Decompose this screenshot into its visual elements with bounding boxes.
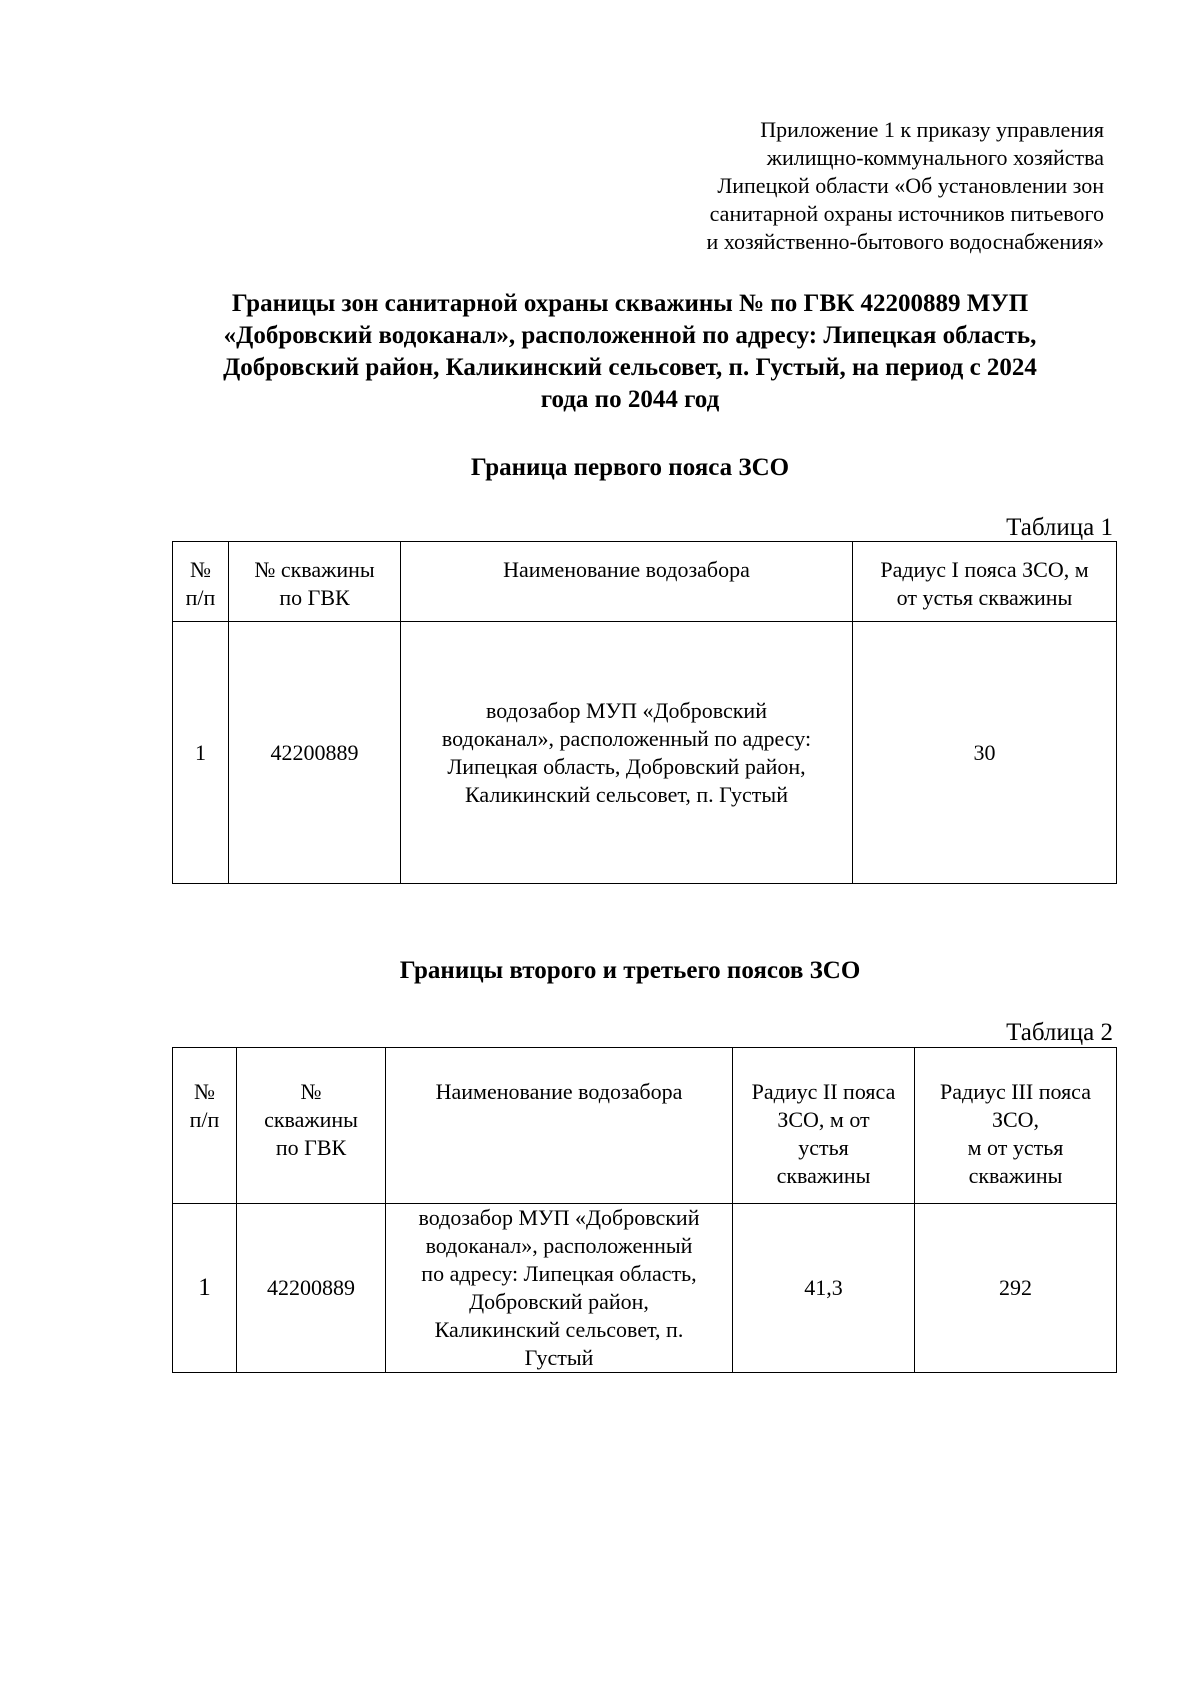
header-radius3 — [915, 1048, 1117, 1204]
document-title — [160, 288, 1100, 416]
table-2 — [172, 1047, 1117, 1373]
title-line: года по 2044 год — [540, 386, 720, 413]
header-name — [386, 1048, 733, 1204]
cell-text: Густый — [524, 1345, 594, 1370]
section2-heading: Границы второго и третьего поясов ЗСО — [399, 957, 861, 984]
cell-num: 1 — [173, 1204, 237, 1373]
table-1 — [172, 541, 1117, 884]
cell-text: водозабор МУП «Добровский — [486, 697, 767, 723]
appendix-reference — [544, 116, 1104, 256]
header-well — [237, 1048, 386, 1204]
header-text: № — [300, 1079, 322, 1104]
header-text: Радиус II пояса — [751, 1079, 896, 1104]
cell-well: 42200889 — [229, 622, 401, 884]
header-text: скважины — [776, 1163, 871, 1188]
table2-header-row — [173, 1048, 1117, 1204]
header-text: устья — [798, 1135, 849, 1160]
header-text: № — [190, 557, 211, 582]
header-text: скважины — [264, 1107, 358, 1132]
table1-caption: Таблица 1 — [1006, 514, 1113, 541]
cell-well: 42200889 — [237, 1204, 386, 1373]
title-line: Границы зон санитарной охраны скважины № по ГВК 42200889 МУП — [231, 290, 1029, 317]
header-text: Радиус I пояса ЗСО, м — [880, 557, 1089, 582]
header-text: по ГВК — [275, 1135, 347, 1160]
cell-text: по адресу: Липецкая область, — [421, 1261, 697, 1286]
table1-header-row — [173, 542, 1117, 622]
appendix-line: Приложение 1 к приказу управления — [760, 117, 1104, 142]
cell-text: Каликинский сельсовет, п. Густый — [465, 781, 788, 807]
cell-name — [401, 622, 853, 884]
header-text: № скважины — [254, 557, 375, 582]
cell-text: водозабор МУП «Добровский — [418, 1205, 700, 1230]
cell-text: водоканал», расположенный по адресу: — [441, 725, 812, 751]
header-num — [173, 1048, 237, 1204]
cell-text: Добровский район, — [469, 1289, 649, 1314]
appendix-line: санитарной охраны источников питьевого — [709, 201, 1104, 226]
table2-caption: Таблица 2 — [1006, 1019, 1113, 1046]
appendix-line: и хозяйственно-бытового водоснабжения» — [706, 229, 1104, 254]
header-text: Наименование водозабора — [503, 557, 750, 582]
section1-heading: Граница первого пояса ЗСО — [470, 454, 790, 481]
cell-num: 1 — [173, 622, 229, 884]
header-text: ЗСО, м от — [777, 1107, 870, 1132]
header-text: скважины — [968, 1163, 1063, 1188]
header-text: ЗСО, — [991, 1107, 1040, 1132]
header-text: п/п — [189, 1107, 220, 1132]
title-line: «Добровский водоканал», расположенной по адресу: Липецкая область, — [223, 322, 1037, 349]
header-text: по ГВК — [279, 585, 350, 610]
title-line: Добровский район, Каликинский сельсовет, п. Густый, на период с 2024 — [223, 354, 1037, 381]
header-num — [173, 542, 229, 622]
cell-text: водоканал», расположенный — [425, 1233, 693, 1258]
appendix-line: Липецкой области «Об установлении зон — [717, 173, 1104, 198]
header-well — [229, 542, 401, 622]
cell-text: Липецкая область, Добровский район, — [447, 753, 806, 779]
header-text: Наименование водозабора — [435, 1079, 683, 1104]
header-radius2 — [733, 1048, 915, 1204]
cell-radius3: 292 — [915, 1204, 1117, 1373]
header-radius — [853, 542, 1117, 622]
appendix-line: жилищно-коммунального хозяйства — [766, 145, 1104, 170]
table-row — [173, 622, 1117, 884]
header-text: Радиус III пояса — [940, 1079, 1091, 1104]
cell-name — [386, 1204, 733, 1373]
table-row — [173, 1204, 1117, 1373]
header-name — [401, 542, 853, 622]
cell-radius: 30 — [853, 622, 1117, 884]
cell-radius2: 41,3 — [733, 1204, 915, 1373]
cell-text: Каликинский сельсовет, п. — [434, 1317, 684, 1342]
header-text: от устья скважины — [896, 585, 1073, 610]
header-text: м от устья — [967, 1135, 1064, 1160]
header-text: № — [194, 1079, 215, 1104]
header-text: п/п — [185, 585, 216, 610]
